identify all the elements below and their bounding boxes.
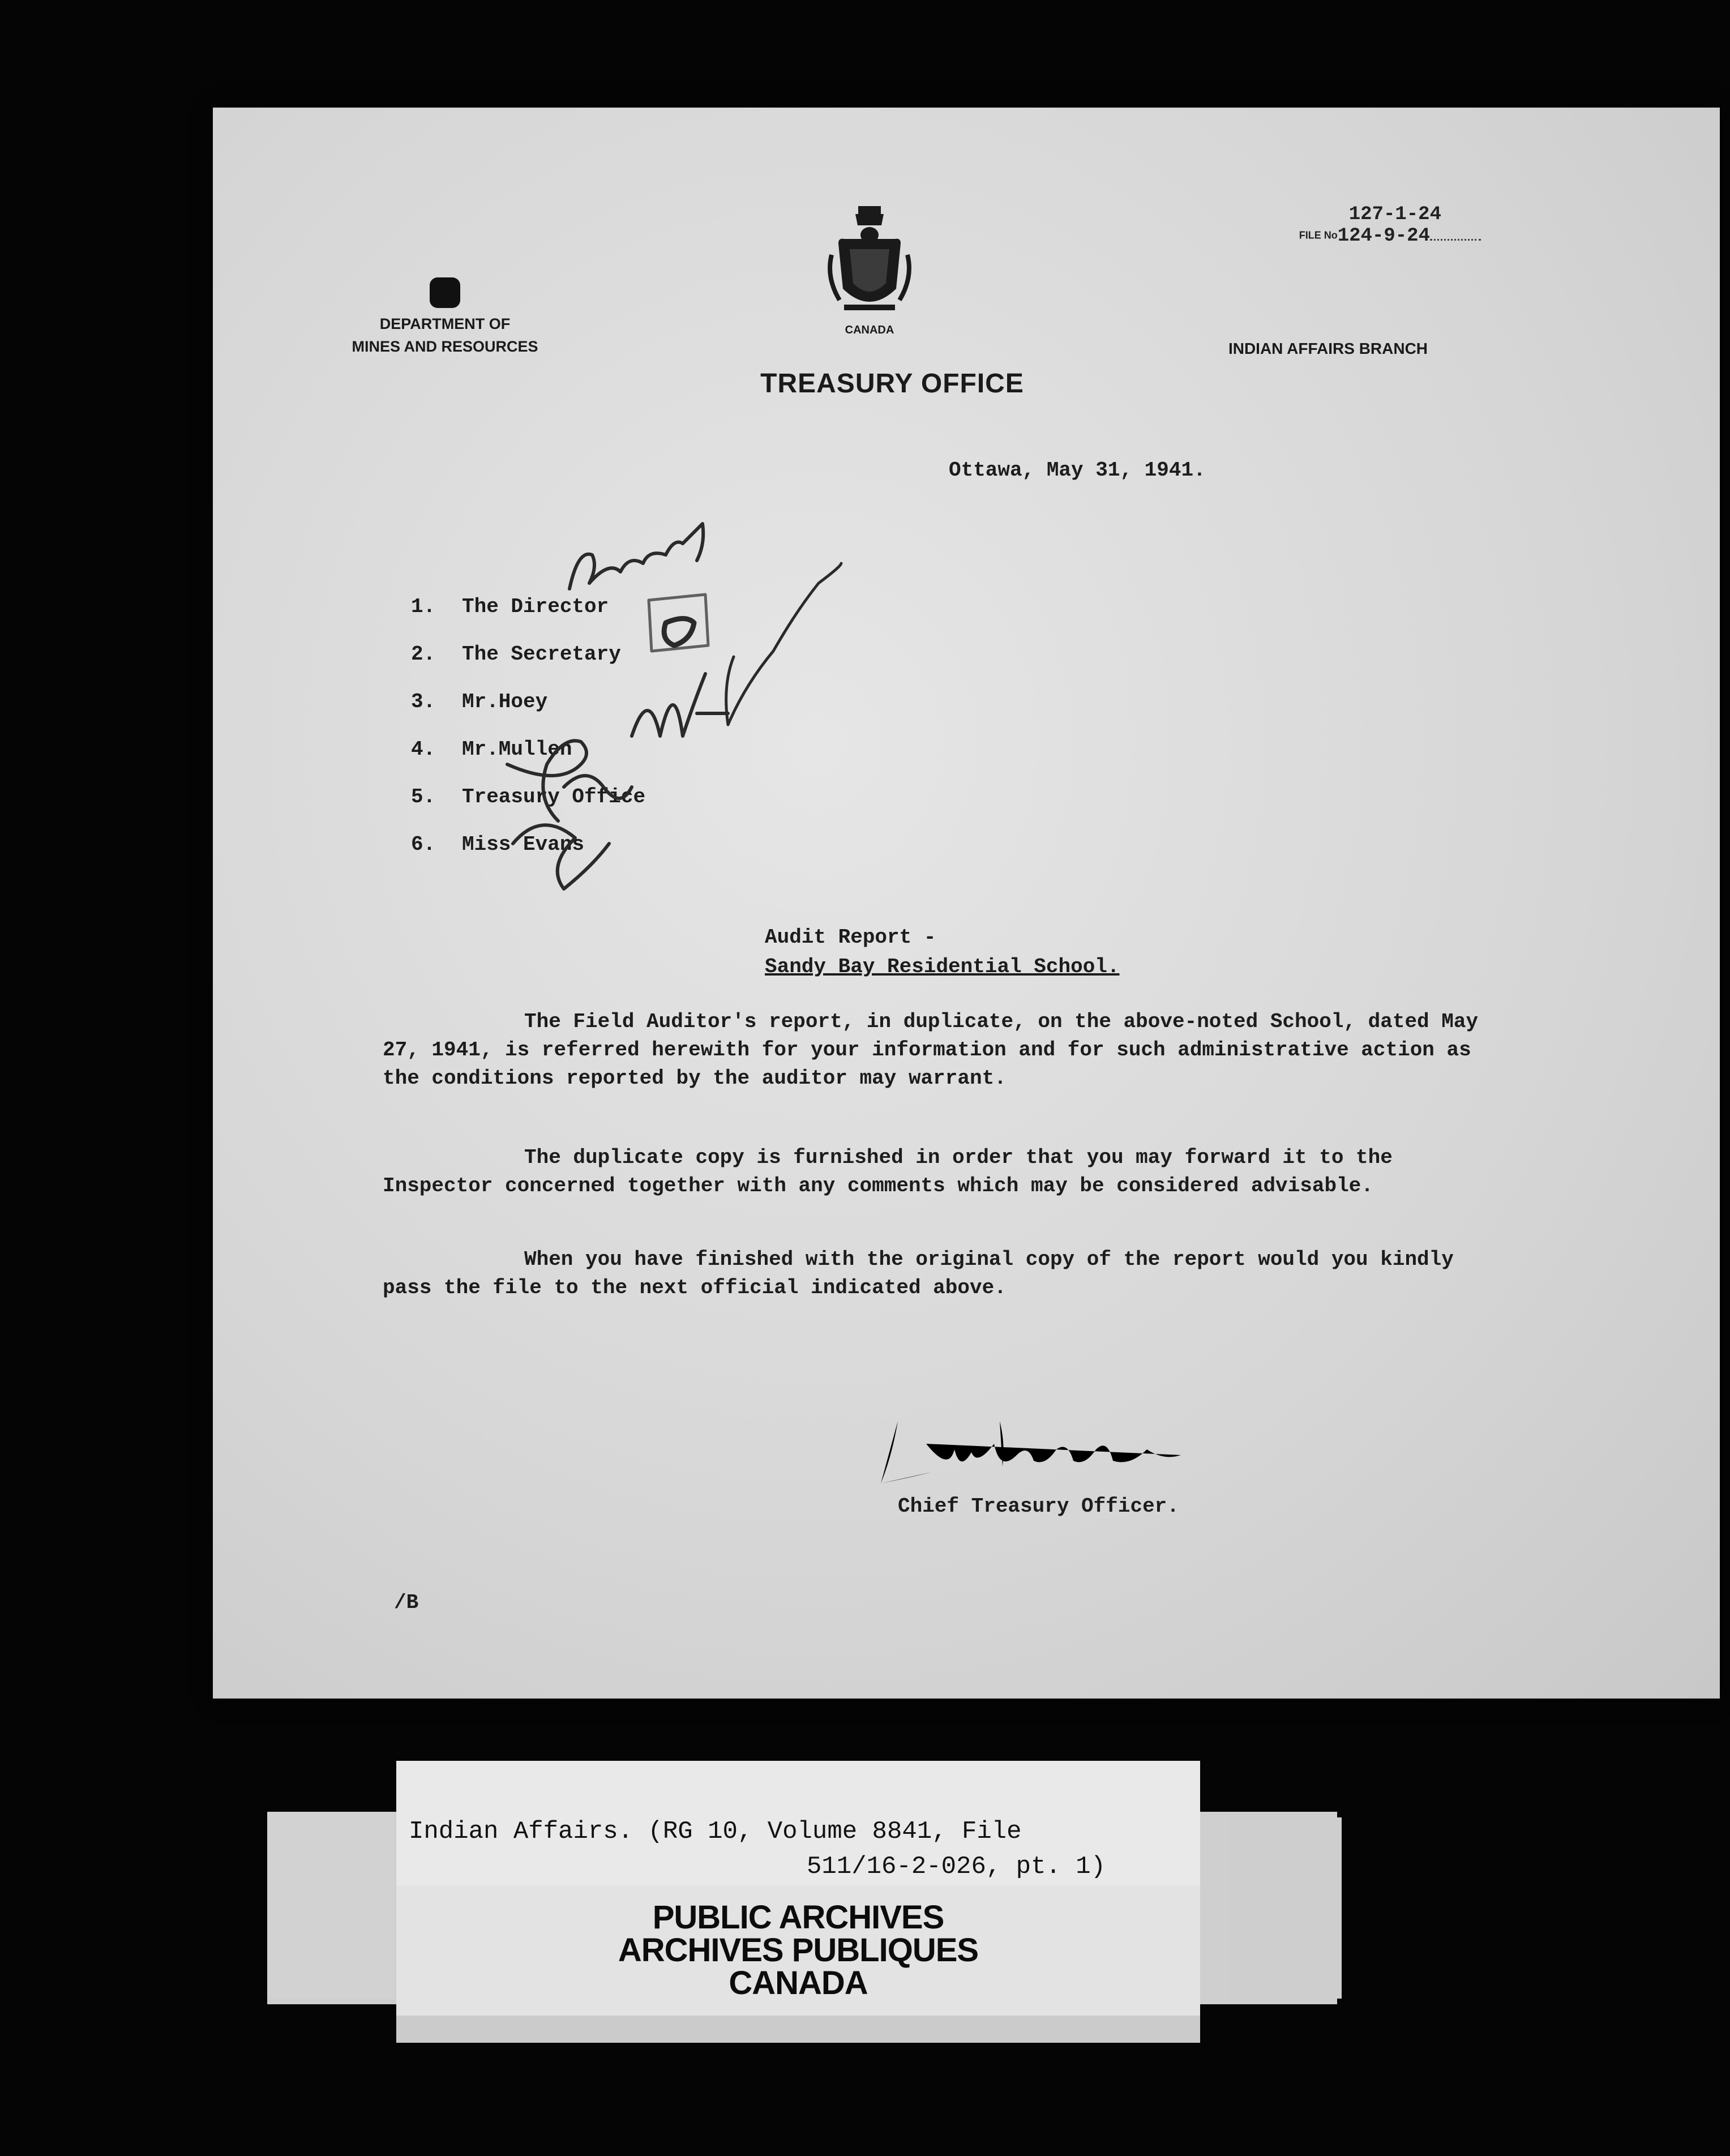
recipient-name: Mr.Mullen [462,738,572,761]
archive-reference-line-1: Indian Affairs. (RG 10, Volume 8841, File [409,1817,1022,1846]
archive-label-tab-left [267,1812,395,1999]
archive-reference-line-2: 511/16-2-026, pt. 1) [807,1853,1106,1881]
canada-crest-icon [827,204,912,317]
recipient-item: 6. Miss Evans [411,833,585,856]
recipient-item: 4. Mr.Mullen [411,738,572,761]
recipient-name: Treasury Office [462,785,646,808]
handwritten-annotations [479,470,875,900]
department-line-2: MINES AND RESOURCES [352,338,538,355]
typist-initials: /B [394,1591,419,1614]
recipient-item: 2. The Secretary [411,643,621,666]
archive-stamp-line-3: CANADA [729,1965,868,2001]
signatory-title: Chief Treasury Officer. [898,1495,1179,1518]
archive-label-strip [396,2016,1200,2043]
archive-reference-card [396,1761,1200,1885]
recipient-name: The Secretary [462,643,621,666]
branch-header: INDIAN AFFAIRS BRANCH [1228,340,1428,357]
paragraph-2: The duplicate copy is furnished in order that you may forward it to the Inspector concerned together with any comments which may be considered advisable. [383,1146,1393,1197]
signature [864,1410,1204,1489]
country-label: CANADA [845,324,894,336]
paragraph-1: The Field Auditor's report, in duplicate, on the above-noted School, dated May 27, 1941, is referred herewith for your information and for such administrative action as the conditions reported by the auditor may warrant. [383,1010,1479,1090]
archive-stamp [396,1885,1200,2016]
department-line-1: DEPARTMENT OF [379,315,511,332]
recipient-item: 1. The Director [411,595,609,618]
crest-header [807,204,932,337]
letter-page [213,108,1720,1699]
archive-label-tab-right [1228,1817,1342,1999]
file-no-value: 124-9-24 [1337,225,1430,247]
office-title: TREASURY OFFICE [760,369,1024,399]
recipient-item: 5. Treasury Office [411,785,646,808]
file-ref-top: 127-1-24 [1348,204,1441,225]
subject-block [765,923,1274,982]
file-no-dotted-line [1430,228,1481,241]
archive-stamp-line-1: PUBLIC ARCHIVES [652,1899,944,1936]
subject-line-2: Sandy Bay Residential School. [765,955,1120,978]
recipient-name: Miss Evans [462,833,585,856]
letter-date: Ottawa, May 31, 1941. [949,459,1206,482]
recipient-name: Mr.Hoey [462,690,548,713]
file-reference [1164,204,1481,247]
department-seal-icon [430,277,460,308]
department-header [309,277,581,358]
recipient-name: The Director [462,595,609,618]
archive-stamp-line-2: ARCHIVES PUBLIQUES [618,1932,979,1969]
file-no-label: FILE No [1299,229,1338,241]
subject-line-1: Audit Report - [765,926,936,949]
paragraph-3: When you have finished with the original copy of the report would you kindly pass the file to the next official indicated above. [383,1248,1454,1299]
recipient-item: 3. Mr.Hoey [411,690,548,713]
